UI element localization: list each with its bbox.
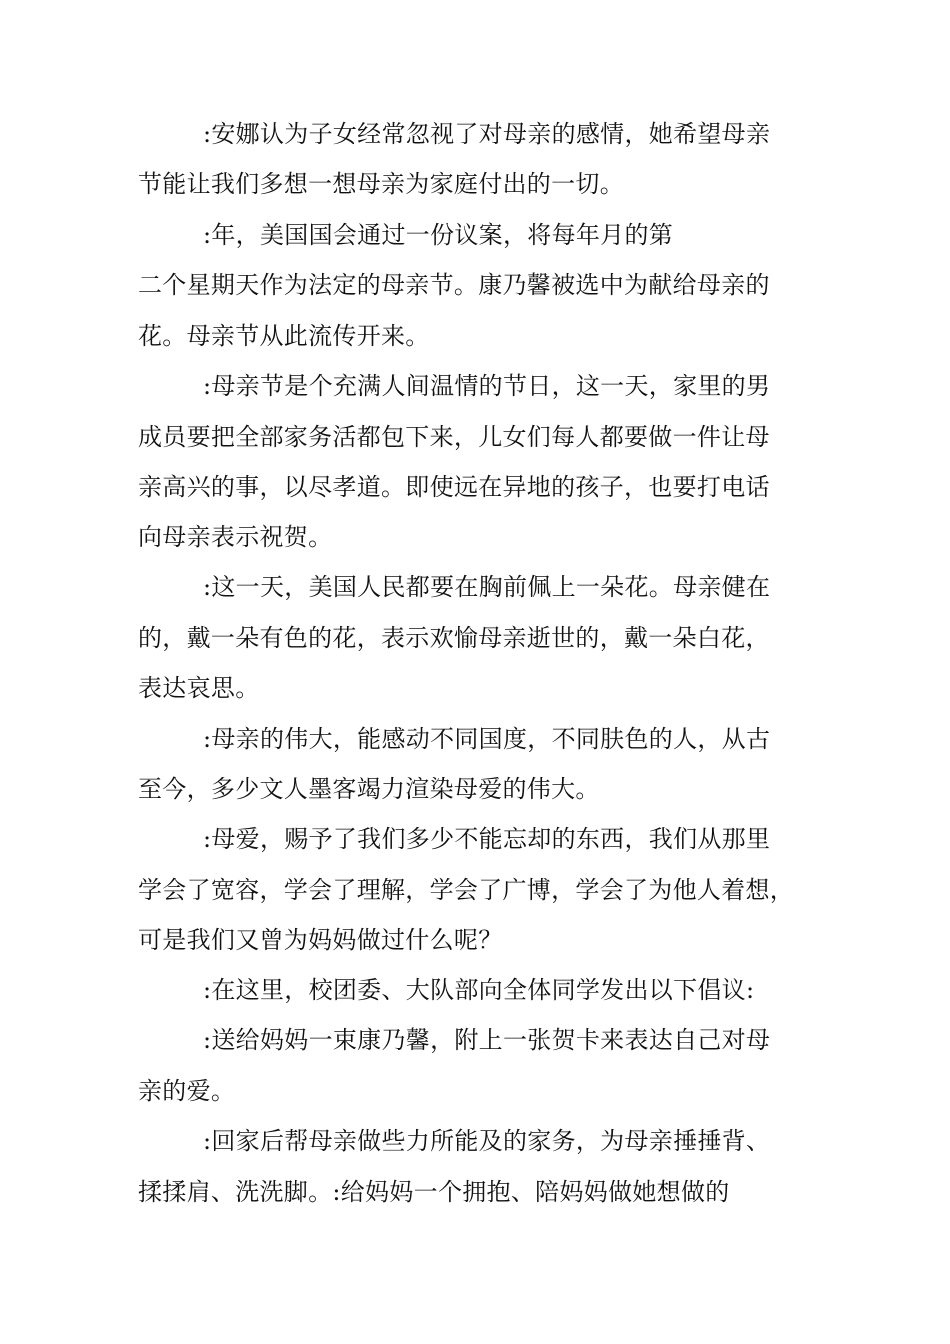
text-line: 二个星期天作为法定的母亲节。康乃馨被选中为献给母亲的 bbox=[138, 271, 770, 299]
text-line: :送给妈妈一束康乃馨，附上一张贺卡来表达自己对母 bbox=[203, 1026, 771, 1054]
text-line: :母亲的伟大，能感动不同国度，不同肤色的人，从古 bbox=[203, 725, 771, 753]
text-line: :安娜认为子女经常忽视了对母亲的感情，她希望母亲 bbox=[203, 120, 771, 148]
text-line: :这一天，美国人民都要在胸前佩上一朵花。母亲健在 bbox=[203, 573, 771, 601]
text-line: 亲高兴的事，以尽孝道。即使远在异地的孩子，也要打电话 bbox=[138, 473, 770, 501]
text-line: 表达哀思。 bbox=[138, 674, 260, 702]
text-line: :回家后帮母亲做些力所能及的家务，为母亲捶捶背、 bbox=[203, 1127, 771, 1155]
text-line: 的，戴一朵有色的花，表示欢愉母亲逝世的，戴一朵白花， bbox=[138, 624, 770, 652]
text-line: 成员要把全部家务活都包下来，儿女们每人都要做一件让母 bbox=[138, 423, 770, 451]
text-line: 揉揉肩、洗洗脚。:给妈妈一个拥抱、陪妈妈做她想做的 bbox=[138, 1178, 730, 1206]
text-line: 学会了宽容，学会了理解，学会了广博，学会了为他人着想， bbox=[138, 876, 795, 904]
text-line: 可是我们又曾为妈妈做过什么呢？ bbox=[138, 926, 503, 954]
text-line: :母亲节是个充满人间温情的节日，这一天，家里的男 bbox=[203, 372, 771, 400]
text-line: 节能让我们多想一想母亲为家庭付出的一切。 bbox=[138, 170, 624, 198]
text-line: 花。母亲节从此流传开来。 bbox=[138, 322, 430, 350]
text-line: 向母亲表示祝贺。 bbox=[138, 523, 333, 551]
text-line: 亲的爱。 bbox=[138, 1077, 236, 1105]
text-line: :母爱，赐予了我们多少不能忘却的东西，我们从那里 bbox=[203, 825, 771, 853]
text-line: :在这里，校团委、大队部向全体同学发出以下倡议: bbox=[203, 976, 755, 1004]
text-line: :年，美国国会通过一份议案，将每年月的第 bbox=[203, 221, 674, 249]
text-line: 至今，多少文人墨客竭力渲染母爱的伟大。 bbox=[138, 775, 600, 803]
